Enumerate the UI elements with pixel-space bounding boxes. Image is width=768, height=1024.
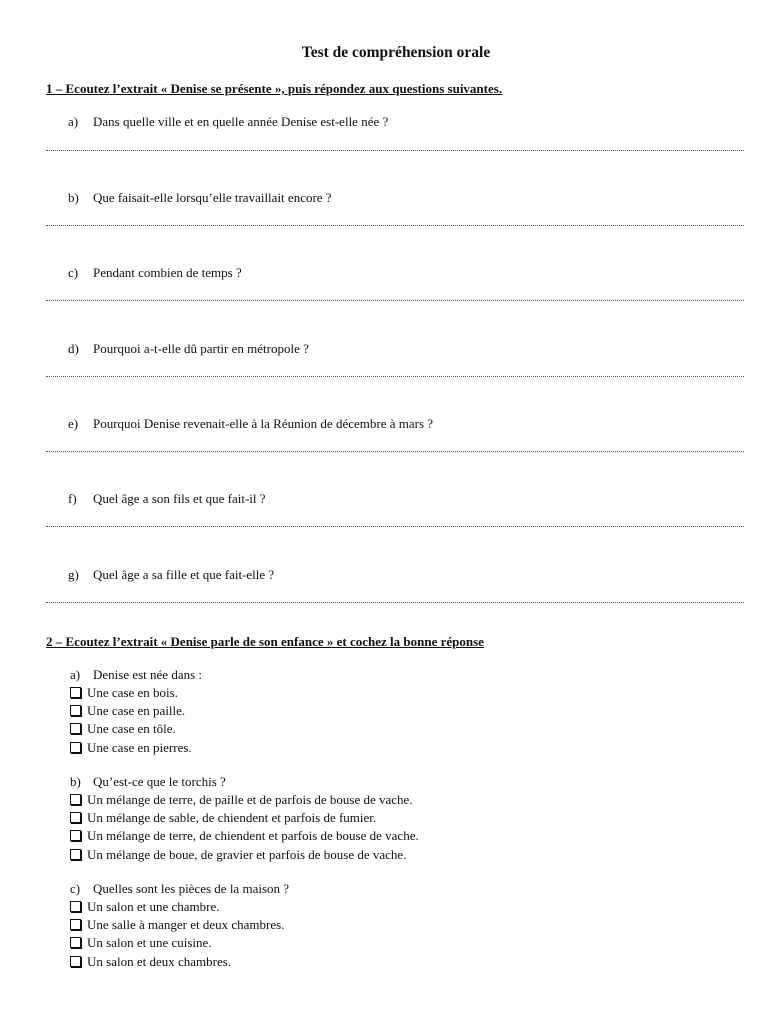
s1-question-a-letter: a) xyxy=(68,114,79,129)
s2-c-option-4-label: Un salon et deux chambres. xyxy=(87,954,232,969)
s1-question-f-letter: f) xyxy=(68,491,77,506)
s2-a-option-4-label: Une case en pierres. xyxy=(87,740,192,755)
s1-question-c-text: Pendant combien de temps ? xyxy=(93,265,242,280)
s2-c-option-4[interactable] xyxy=(70,955,231,969)
s1-question-f xyxy=(68,491,266,507)
checkbox-icon[interactable] xyxy=(70,919,81,930)
checkbox-icon[interactable] xyxy=(70,956,81,967)
s1-question-g-letter: g) xyxy=(68,567,79,582)
s1-question-e-text: Pourquoi Denise revenait-elle à la Réunion de décembre à mars ? xyxy=(93,416,434,431)
s1-answer-line-a[interactable] xyxy=(46,150,744,151)
s1-question-b-letter: b) xyxy=(68,190,79,205)
s2-c-option-1[interactable] xyxy=(70,900,219,914)
s2-question-b-text: Qu’est-ce que le torchis ? xyxy=(93,774,226,789)
s2-question-a-text: Denise est née dans : xyxy=(93,667,203,682)
checkbox-icon[interactable] xyxy=(70,794,81,805)
page-title: Test de compréhension orale xyxy=(301,44,491,61)
s2-a-option-1-label: Une case en bois. xyxy=(87,685,178,700)
s1-question-b xyxy=(68,190,332,206)
s1-answer-line-e[interactable] xyxy=(46,451,744,452)
s2-b-option-3[interactable] xyxy=(70,829,419,843)
s2-a-option-2[interactable] xyxy=(70,704,185,718)
s2-question-a-letter: a) xyxy=(70,667,81,682)
s1-question-f-text: Quel âge a son fils et que fait-il ? xyxy=(93,491,266,506)
checkbox-icon[interactable] xyxy=(70,830,81,841)
s1-question-c xyxy=(68,265,242,281)
checkbox-icon[interactable] xyxy=(70,812,81,823)
s1-question-a xyxy=(68,114,388,130)
s2-c-option-2[interactable] xyxy=(70,918,284,932)
checkbox-icon[interactable] xyxy=(70,901,81,912)
s2-a-option-2-label: Une case en paille. xyxy=(87,703,186,718)
s1-answer-line-c[interactable] xyxy=(46,300,744,301)
s2-a-option-3[interactable] xyxy=(70,722,176,736)
s1-question-e-letter: e) xyxy=(68,416,79,431)
checkbox-icon[interactable] xyxy=(70,723,81,734)
s2-b-option-4-label: Un mélange de boue, de gravier et parfois de bouse de vache. xyxy=(87,847,407,862)
checkbox-icon[interactable] xyxy=(70,742,81,753)
section-1-heading: 1 – Ecoutez l’extrait « Denise se présente », puis répondez aux questions suivantes. xyxy=(46,81,503,96)
s2-question-c-letter: c) xyxy=(70,881,81,896)
s1-question-c-letter: c) xyxy=(68,265,79,280)
s1-question-g-text: Quel âge a sa fille et que fait-elle ? xyxy=(93,567,275,582)
s1-question-g xyxy=(68,567,274,583)
s1-question-d-text: Pourquoi a-t-elle dû partir en métropole ? xyxy=(93,341,309,356)
s2-a-option-3-label: Une case en tôle. xyxy=(87,721,176,736)
s2-b-option-1-label: Un mélange de terre, de paille et de parfois de bouse de vache. xyxy=(87,792,413,807)
s2-b-option-2[interactable] xyxy=(70,811,376,825)
s1-question-a-text: Dans quelle ville et en quelle année Denise est-elle née ? xyxy=(93,114,389,129)
s2-c-option-2-label: Une salle à manger et deux chambres. xyxy=(87,917,285,932)
s2-question-b xyxy=(70,774,226,790)
s1-question-e xyxy=(68,416,433,432)
checkbox-icon[interactable] xyxy=(70,687,81,698)
s2-question-b-letter: b) xyxy=(70,774,81,789)
s1-question-d-letter: d) xyxy=(68,341,79,356)
s1-question-b-text: Que faisait-elle lorsqu’elle travaillait encore ? xyxy=(93,190,332,205)
s2-a-option-4[interactable] xyxy=(70,741,192,755)
s2-c-option-1-label: Un salon et une chambre. xyxy=(87,899,220,914)
s1-answer-line-d[interactable] xyxy=(46,376,744,377)
checkbox-icon[interactable] xyxy=(70,937,81,948)
s2-c-option-3-label: Un salon et une cuisine. xyxy=(87,935,212,950)
s2-c-option-3[interactable] xyxy=(70,936,212,950)
section-2-heading: 2 – Ecoutez l’extrait « Denise parle de son enfance » et cochez la bonne réponse xyxy=(46,634,484,649)
s1-question-d xyxy=(68,341,309,357)
s2-b-option-2-label: Un mélange de sable, de chiendent et parfois de fumier. xyxy=(87,810,377,825)
checkbox-icon[interactable] xyxy=(70,849,81,860)
s1-answer-line-b[interactable] xyxy=(46,225,744,226)
s2-b-option-4[interactable] xyxy=(70,848,406,862)
s2-b-option-3-label: Un mélange de terre, de chiendent et parfois de bouse de vache. xyxy=(87,828,419,843)
checkbox-icon[interactable] xyxy=(70,705,81,716)
s2-b-option-1[interactable] xyxy=(70,793,413,807)
s2-a-option-1[interactable] xyxy=(70,686,178,700)
s1-answer-line-g[interactable] xyxy=(46,602,744,603)
s1-answer-line-f[interactable] xyxy=(46,526,744,527)
s2-question-c xyxy=(70,881,289,897)
s2-question-c-text: Quelles sont les pièces de la maison ? xyxy=(93,881,290,896)
s2-question-a xyxy=(70,667,202,683)
